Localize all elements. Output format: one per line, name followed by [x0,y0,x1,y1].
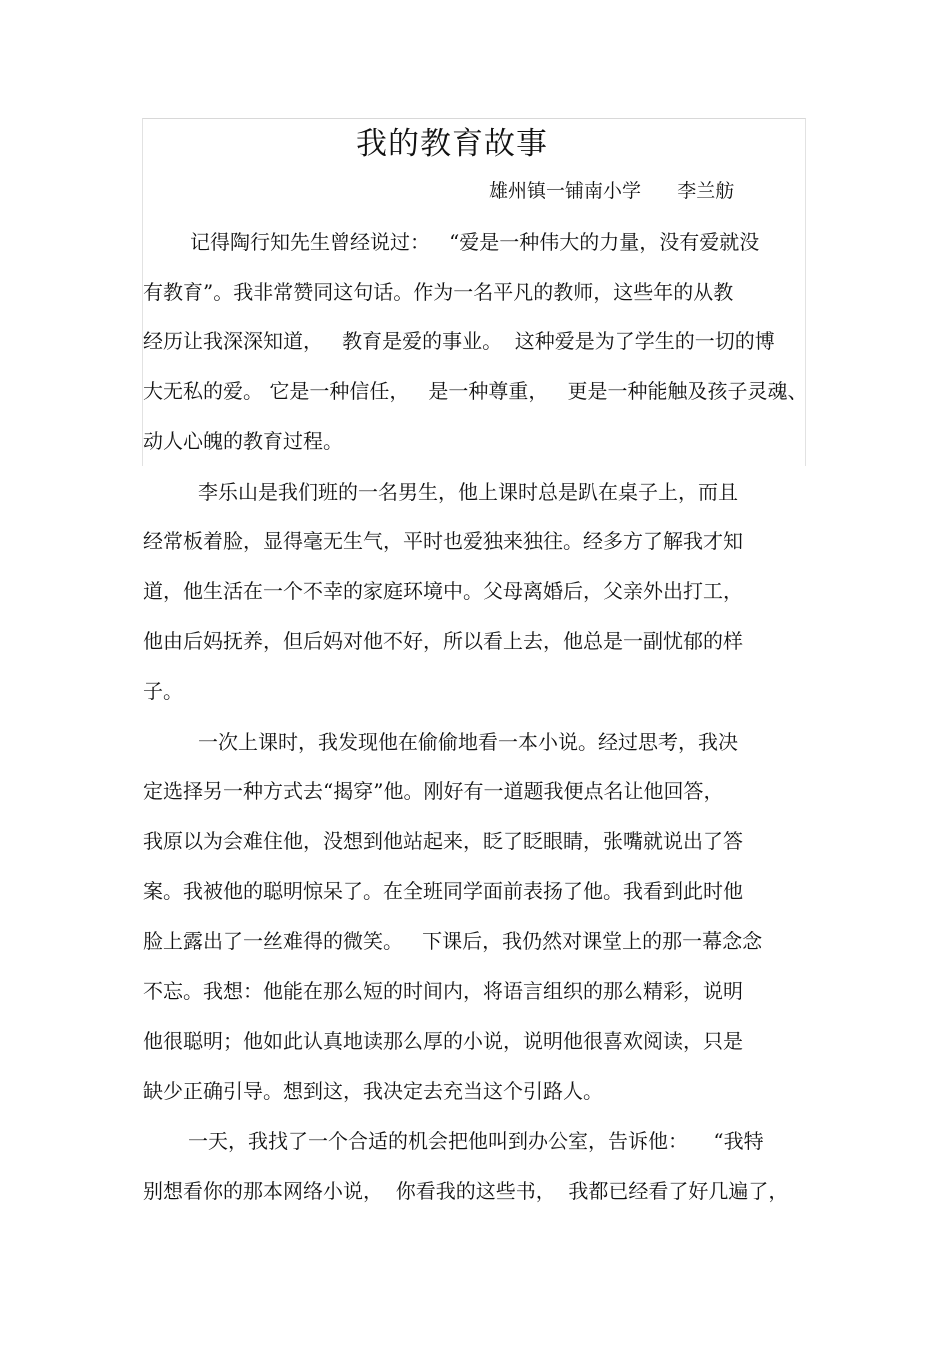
paragraph-3-line-1: 一次上课时，我发现他在偷偷地看一本小说。经过思考，我决 [198,730,738,754]
paragraph-3-line-7: 他很聪明；他如此认真地读那么厚的小说，说明他很喜欢阅读，只是 [143,1029,743,1053]
paragraph-2-line-2: 经常板着脸，显得毫无生气，平时也爱独来独往。经多方了解我才知 [143,529,743,553]
author-byline: 雄州镇一铺南小学 李兰舫 [489,180,735,202]
paragraph-3-line-6: 不忘。我想：他能在那么短的时间内，将语言组织的那么精彩，说明 [143,979,743,1003]
paragraph-3-line-8: 缺少正确引导。想到这，我决定去充当这个引路人。 [143,1079,603,1103]
paragraph-3-line-2: 定选择另一种方式去“揭穿”他。刚好有一道题我便点名让他回答， [143,779,724,803]
document-title: 我的教育故事 [356,126,548,162]
paragraph-4-line-2: 别想看你的那本网络小说， 你看我的这些书， 我都已经看了好几遍了， [143,1179,789,1203]
paragraph-3-line-5: 脸上露出了一丝难得的微笑。 下课后，我仍然对课堂上的那一幕念念 [143,929,763,953]
paragraph-1-line-5: 动人心魄的教育过程。 [143,429,343,453]
paragraph-3-line-4: 案。我被他的聪明惊呆了。在全班同学面前表扬了他。我看到此时他 [143,879,743,903]
paragraph-1-line-4: 大无私的爱。 它是一种信任， 是一种尊重， 更是一种能触及孩子灵魂、 [143,379,808,403]
paragraph-2-line-3: 道，他生活在一个不幸的家庭环境中。父母离婚后，父亲外出打工， [143,579,743,603]
paragraph-1-line-2: 有教育”。我非常赞同这句话。作为一名平凡的教师，这些年的从教 [143,280,734,304]
paragraph-2-line-1: 李乐山是我们班的一名男生，他上课时总是趴在桌子上，而且 [198,480,738,504]
paragraph-2-line-4: 他由后妈抚养，但后妈对他不好，所以看上去，他总是一副忧郁的样 [143,629,743,653]
paragraph-1-line-3: 经历让我深深知道， 教育是爱的事业。 这种爱是为了学生的一切的博 [143,329,775,353]
paragraph-2-line-5: 子。 [143,679,183,703]
paragraph-3-line-3: 我原以为会难住他，没想到他站起来，眨了眨眼睛，张嘴就说出了答 [143,829,743,853]
paragraph-1-line-1: 记得陶行知先生曾经说过： “爱是一种伟大的力量，没有爱就没 [190,230,760,254]
paragraph-4-line-1: 一天，我找了一个合适的机会把他叫到办公室，告诉他： “我特 [188,1129,764,1153]
